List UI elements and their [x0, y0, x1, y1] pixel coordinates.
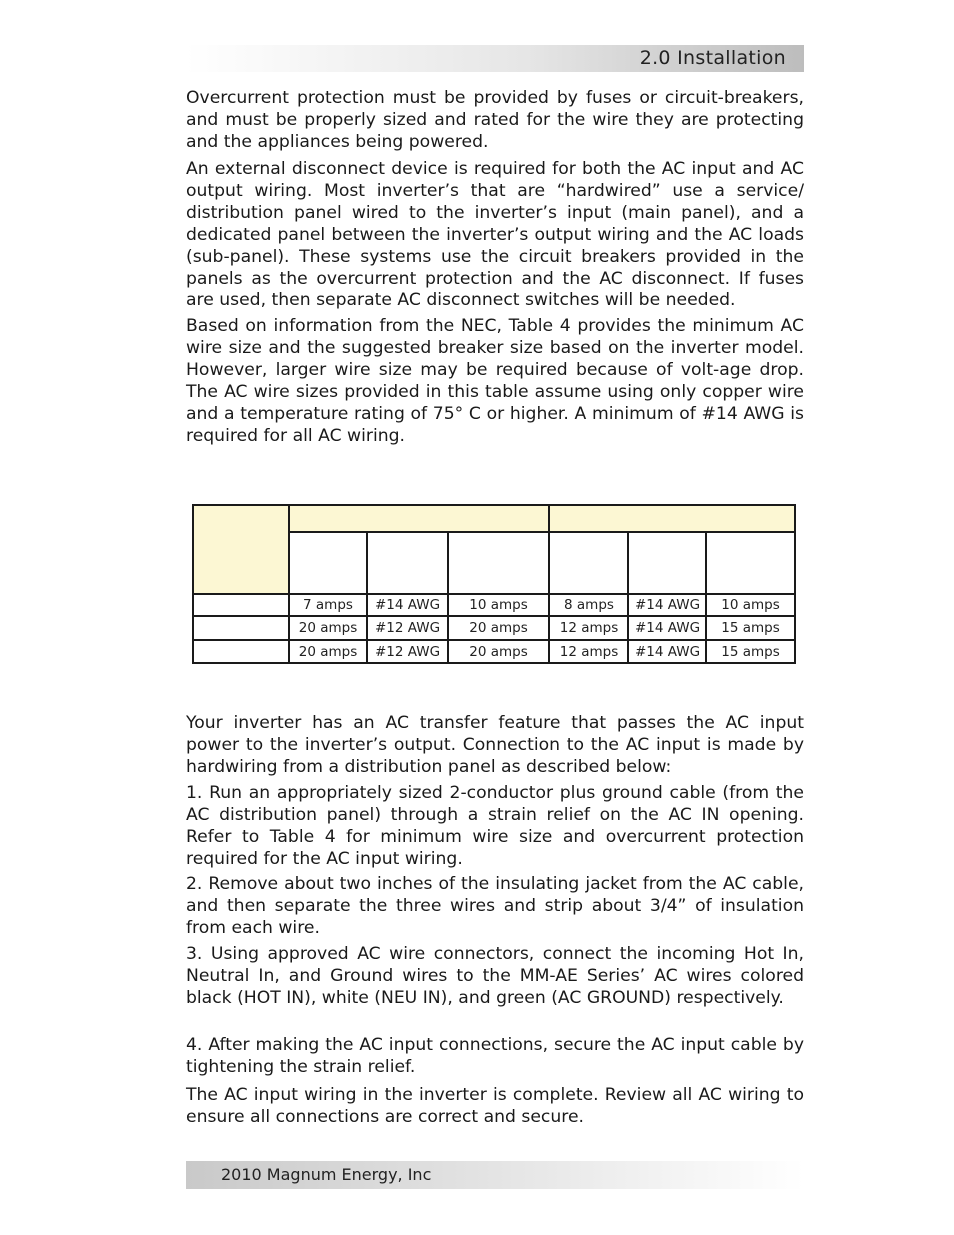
- table-cell: 10 amps: [721, 597, 780, 613]
- table-cell: 20 amps: [298, 620, 358, 636]
- step-4: 4. After making the AC input connections, secure the AC input cable by tightening the strain relief.: [186, 1035, 804, 1077]
- page-footer-bar: [186, 1161, 804, 1189]
- table-rule: [447, 531, 449, 664]
- table-cell: 15 amps: [721, 644, 780, 660]
- table-rule: [288, 531, 796, 533]
- table-cell: 20 amps: [469, 644, 528, 660]
- table-cell: #12 AWG: [374, 620, 441, 636]
- table-corner-header: [194, 506, 289, 593]
- table-cell: #14 AWG: [634, 597, 701, 613]
- table-rule: [366, 531, 368, 664]
- paragraph-nec-table: Based on information from the NEC, Table 4 provides the minimum AC wire size and the suggested breaker size based on the inverter model. However, larger wire size may be required because of volt-age drop. The AC wire sizes provided in this table assume using only copper wire and a temperature rating of 75° C or higher. A minimum of #14 AWG is required for all AC wiring.: [186, 316, 804, 446]
- table-row-label: [194, 641, 289, 663]
- table-cell: 12 amps: [559, 620, 619, 636]
- step-2: 2. Remove about two inches of the insulating jacket from the AC cable, and then separate the three wires and strip about 3/4” of insulation from each wire.: [186, 874, 804, 938]
- table-col-header: [629, 533, 706, 593]
- table-cell: 7 amps: [303, 597, 353, 613]
- table-rule: [548, 504, 550, 664]
- table-rule: [705, 531, 707, 664]
- step-3: 3. Using approved AC wire connectors, connect the incoming Hot In, Neutral In, and Ground wires to the MM-AE Series’ AC wires colored black (HOT IN), white (NEU IN), and green (AC GROUND) respectively.: [186, 944, 804, 1008]
- footer-copyright: 2010 Magnum Energy, Inc: [221, 1165, 432, 1184]
- table-col-header: [707, 533, 794, 593]
- table-cell: 12 amps: [559, 644, 619, 660]
- table-rule: [627, 531, 629, 664]
- paragraph-overcurrent: Overcurrent protection must be provided by fuses or circuit-breakers, and must be properly sized and rated for the wire they are protecting and the appliances being powered.: [186, 88, 804, 152]
- table-rule: [288, 504, 290, 664]
- page-header-bar: [186, 45, 804, 72]
- table-rule: [794, 504, 796, 664]
- table-rule: [192, 504, 796, 506]
- table-cell: #12 AWG: [374, 644, 441, 660]
- table-group-header-output: [550, 506, 794, 531]
- table-col-header: [368, 533, 447, 593]
- table-cell: #14 AWG: [374, 597, 441, 613]
- table-rule: [192, 504, 194, 664]
- table-cell: 8 amps: [564, 597, 614, 613]
- table-cell: 20 amps: [298, 644, 358, 660]
- table-col-header: [449, 533, 548, 593]
- table-cell: #14 AWG: [634, 644, 701, 660]
- ac-wire-size-table: [192, 504, 796, 664]
- table-row-label: [194, 594, 289, 616]
- table-group-header-input: [290, 506, 548, 531]
- paragraph-disconnect: An external disconnect device is required for both the AC input and AC output wiring. Most inverter’s that are “hardwired” use a service/ distribution panel wired to the inverter’s input (main panel), and a dedicated panel between the inverter’s output wiring and the AC loads (sub-panel). These systems use the circuit breakers provided in the panels as the overcurrent protection and the AC disconnect. If fuses are used, then separate AC disconnect switches will be needed.: [186, 159, 804, 311]
- table-cell: #14 AWG: [634, 620, 701, 636]
- table-col-header: [290, 533, 366, 593]
- section-title: 2.0 Installation: [639, 47, 786, 69]
- paragraph-ac-transfer: Your inverter has an AC transfer feature that passes the AC input power to the inverter’s output. Connection to the AC input is made by hardwiring from a distribution panel as described below:: [186, 713, 804, 777]
- step-1: 1. Run an appropriately sized 2-conductor plus ground cable (from the AC distribution panel) through a strain relief on the AC IN opening. Refer to Table 4 for minimum wire size and overcurrent protection required for the AC input wiring.: [186, 783, 804, 869]
- table-col-header: [550, 533, 628, 593]
- table-cell: 10 amps: [469, 597, 528, 613]
- table-row-label: [194, 617, 289, 639]
- table-cell: 15 amps: [721, 620, 780, 636]
- paragraph-complete: The AC input wiring in the inverter is complete. Review all AC wiring to ensure all connections are correct and secure.: [186, 1085, 804, 1127]
- table-cell: 20 amps: [469, 620, 528, 636]
